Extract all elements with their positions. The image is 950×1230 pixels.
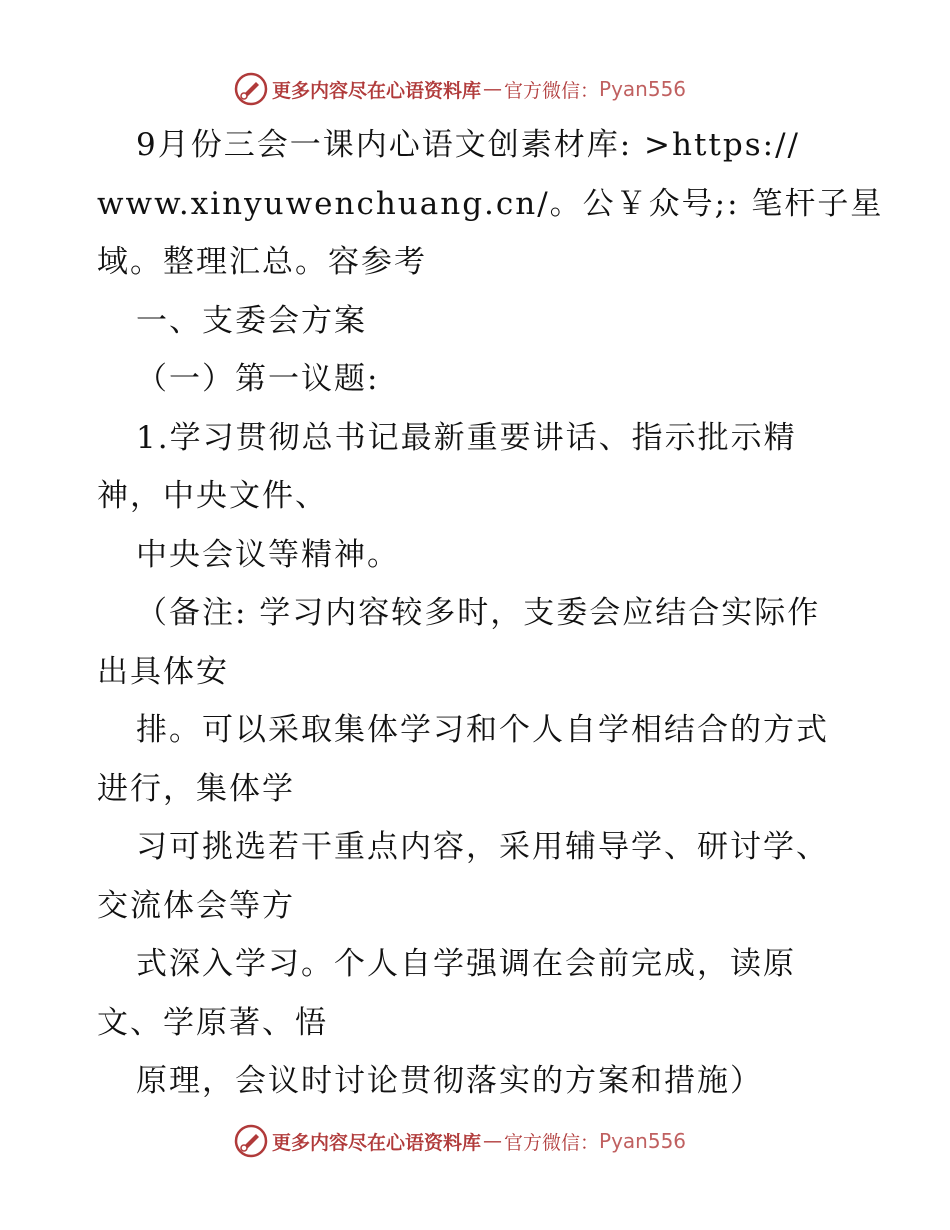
banner-text: 更多内容尽在心语资料库 <box>272 79 482 102</box>
banner-separator: — <box>483 1130 503 1152</box>
document-body <box>97 116 884 1111</box>
banner-wechat-label: 官方微信： <box>504 1131 600 1154</box>
paragraph-line: 中央会议等精神。 <box>136 536 400 573</box>
section-heading: 一、支委会方案 <box>136 302 367 339</box>
logo-icon <box>234 1124 268 1158</box>
paragraph-line: 出具体安 <box>97 653 229 690</box>
paragraph-line: 原理，会议时讨论贯彻落实的方案和措施） <box>136 1063 763 1099</box>
paragraph-line: 域。整理汇总。容参考 <box>97 244 427 280</box>
banner-wechat-id: Pyan556 <box>599 1129 687 1153</box>
paragraph-line: 式深入学习。个人自学强调在会前完成，读原 <box>136 946 796 982</box>
logo-icon <box>234 72 268 106</box>
paragraph-line: 排。可以采取集体学习和个人自学相结合的方式 <box>136 712 829 748</box>
banner-separator: — <box>483 78 503 100</box>
paragraph-line: 习可挑选若干重点内容，采用辅导学、研讨学、 <box>136 829 829 865</box>
paragraph-line: 文、学原著、悟 <box>97 1004 328 1041</box>
paragraph-line: 9月份三会一课内心语文创素材库: >https:// <box>136 127 800 163</box>
paragraph-line: www.xinyuwenchuang.cn/。公￥众号;: 笔杆子星 <box>97 185 884 222</box>
paragraph-line: 交流体会等方 <box>97 887 295 924</box>
paragraph-line: 神，中央文件、 <box>97 478 328 514</box>
banner-wechat-id: Pyan556 <box>599 77 687 101</box>
subsection-heading: （一）第一议题: <box>136 361 380 397</box>
footer-banner <box>234 1122 686 1160</box>
banner-wechat-label: 官方微信： <box>504 79 600 102</box>
header-banner <box>234 70 686 108</box>
paragraph-line: 1.学习贯彻总书记最新重要讲话、指示批示精 <box>136 419 797 456</box>
paragraph-line: （备注: 学习内容较多时，支委会应结合实际作 <box>136 595 821 631</box>
banner-text: 更多内容尽在心语资料库 <box>272 1131 482 1154</box>
paragraph-line: 进行，集体学 <box>97 770 295 807</box>
